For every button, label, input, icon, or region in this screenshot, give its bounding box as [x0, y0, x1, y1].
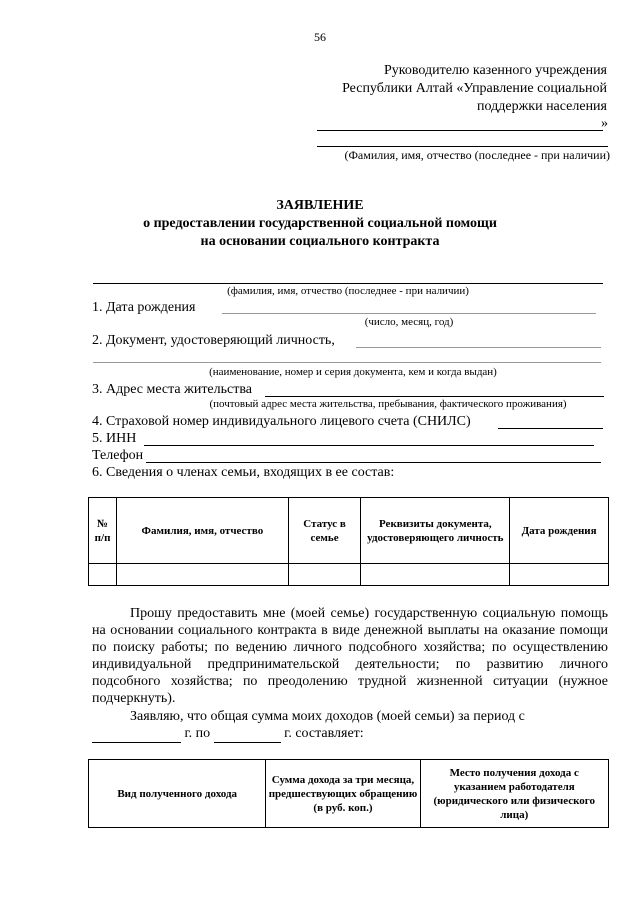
document-subtitle-1: о предоставлении государственной социальной помощи [143, 216, 497, 231]
document-label: 2. Документ, удостоверяющий личность, [92, 333, 335, 348]
snils-label: 4. Страховой номер индивидуального лицевого счета (СНИЛС) [92, 414, 471, 429]
period-from-input[interactable] [92, 725, 181, 743]
addressee-line-1: Руководителю казенного учреждения [384, 63, 607, 78]
document-subtitle-2: на основании социального контракта [200, 234, 440, 249]
income-period-line [92, 725, 364, 743]
family-col-number: № п/п [89, 498, 117, 564]
inn-input[interactable] [144, 445, 594, 446]
birth-date-field [92, 299, 196, 316]
applicant-fio-hint: (фамилия, имя, отчество (последнее - при наличии) [227, 285, 469, 297]
family-col-fio: Фамилия, имя, отчество [117, 498, 289, 564]
address-label: 3. Адрес места жительства [92, 382, 252, 397]
phone-label: Телефон [92, 448, 144, 463]
family-cell[interactable] [89, 564, 117, 586]
family-empty-row [89, 564, 609, 586]
document-input-1[interactable] [356, 347, 601, 348]
family-cell[interactable] [288, 564, 361, 586]
family-cell[interactable] [361, 564, 510, 586]
birth-date-input[interactable] [222, 313, 596, 314]
income-col-type: Вид полученного дохода [89, 760, 266, 828]
birth-date-label: 1. Дата рождения [92, 300, 196, 315]
addressee-close-quote: » [601, 116, 608, 131]
family-label: 6. Сведения о членах семьи, входящих в ее состав: [92, 465, 395, 480]
period-g-po: г. по [184, 726, 211, 741]
income-table [88, 759, 609, 828]
inn-label: 5. ИНН [92, 431, 137, 446]
addressee-fio-hint: (Фамилия, имя, отчество (последнее - при наличии) [344, 148, 610, 162]
income-col-source: Место получения дохода с указанием работодателя (юридического или физического лица) [420, 760, 608, 828]
period-to-input[interactable] [214, 725, 281, 743]
income-statement-line: Заявляю, что общая сумма моих доходов (моей семьи) за период с [130, 709, 525, 724]
family-col-document: Реквизиты документа, удостоверяющего личность [361, 498, 510, 564]
phone-input[interactable] [146, 462, 601, 463]
family-col-status: Статус в семье [288, 498, 361, 564]
document-input-2[interactable] [93, 362, 601, 363]
document-hint: (наименование, номер и серия документа, кем и когда выдан) [209, 366, 497, 378]
family-col-birthdate: Дата рождения [510, 498, 609, 564]
addressee-line-2: Республики Алтай «Управление социальной [342, 81, 607, 96]
birth-date-hint: (число, месяц, год) [364, 316, 454, 328]
document-title: ЗАЯВЛЕНИЕ [276, 198, 364, 213]
request-paragraph: Прошу предоставить мне (моей семье) государственную социальную помощь на основании социального контракта в виде денежной выплаты на оказание помощи по поиску работы; по ведению личного подсобного хозяйства; по осуществлению индивидуальной предпринимательской деятельности; по развитию личного подсобного хозяйства; по преодолению трудной жизненной ситуации (нужное подчеркнуть). [92, 606, 608, 706]
family-cell[interactable] [117, 564, 289, 586]
applicant-fio-line[interactable] [93, 283, 603, 284]
address-input[interactable] [265, 396, 604, 397]
snils-input[interactable] [498, 428, 603, 429]
period-g-sostavlyaet: г. составляет: [284, 726, 364, 741]
page-number: 56 [314, 30, 326, 44]
family-cell[interactable] [510, 564, 609, 586]
family-table [88, 497, 609, 586]
address-hint: (почтовый адрес места жительства, пребывания, фактического проживания) [209, 398, 567, 410]
addressee-name-blank [317, 130, 603, 131]
income-col-sum: Сумма дохода за три месяца, предшествующих обращению (в руб. коп.) [266, 760, 420, 828]
addressee-line-3: поддержки населения [477, 99, 607, 114]
addressee-fio-blank [317, 146, 608, 147]
